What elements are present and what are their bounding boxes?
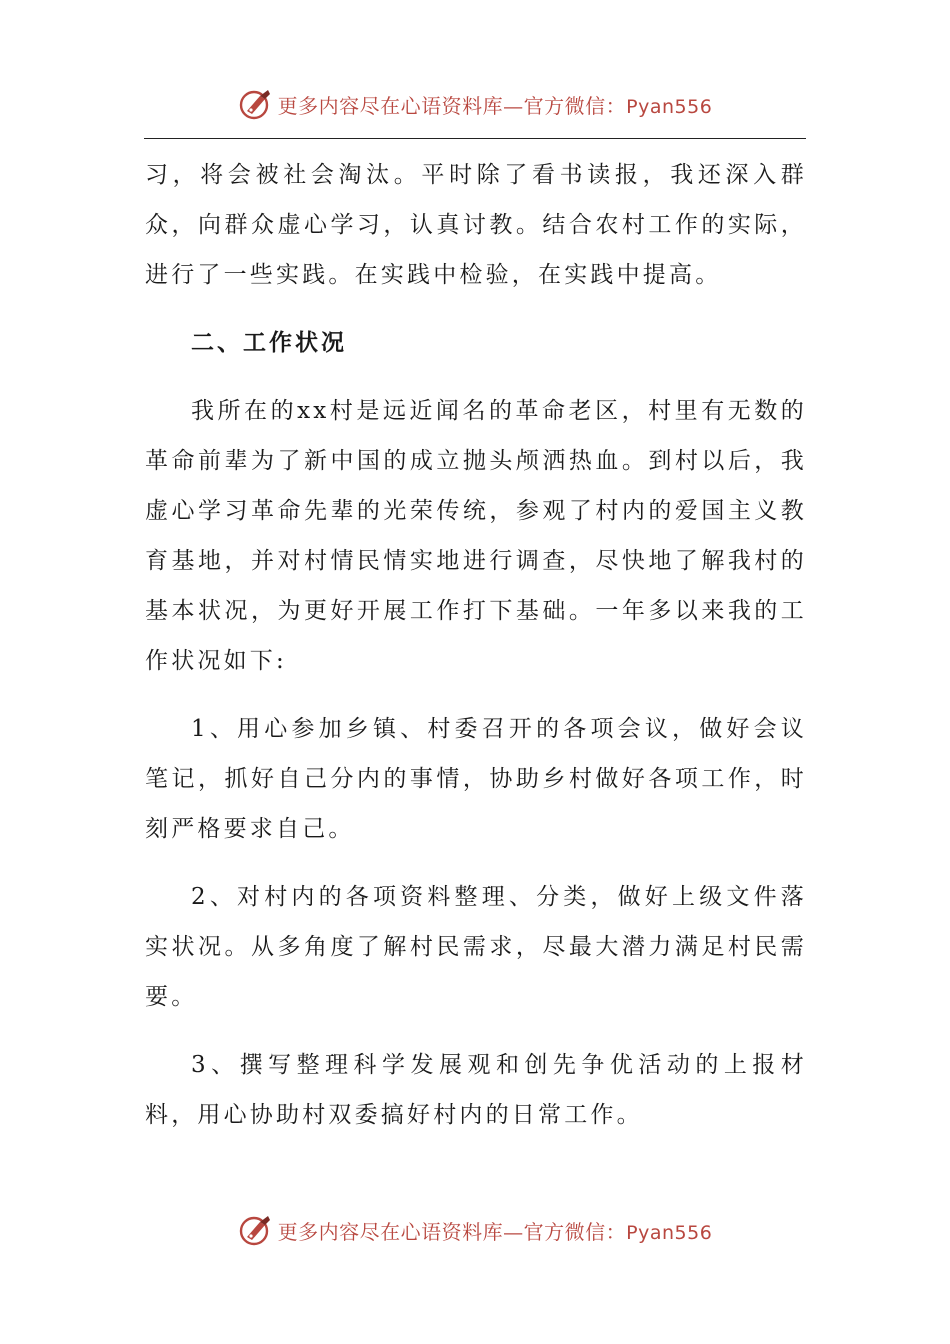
list-item-2: 2、对村内的各项资料整理、分类，做好上级文件落实状况。从多角度了解村民需求，尽最大潜力满足村民需要。 bbox=[145, 884, 807, 1010]
footer-watermark bbox=[0, 1208, 950, 1252]
watermark-handle: Pyan556 bbox=[626, 95, 713, 118]
watermark-separator: — bbox=[503, 1219, 524, 1244]
header-rule bbox=[144, 138, 806, 139]
paragraph-intro: 我所在的xx村是远近闻名的革命老区，村里有无数的革命前辈为了新中国的成立抛头颅洒热血。到村以后，我虚心学习革命先辈的光荣传统，参观了村内的爱国主义教育基地，并对村情民情实地进行调查，尽快地了解我村的基本状况，为更好开展工作打下基础。一年多以来我的工作状况如下: bbox=[145, 398, 807, 674]
watermark-handle: Pyan556 bbox=[626, 1221, 713, 1244]
list-item-3: 3、撰写整理科学发展观和创先争优活动的上报材料，用心协助村双委搞好村内的日常工作。 bbox=[145, 1052, 807, 1128]
watermark-text bbox=[278, 1216, 713, 1245]
list-item-1: 1、用心参加乡镇、村委召开的各项会议，做好会议笔记，抓好自己分内的事情，协助乡村做好各项工作，时刻严格要求自己。 bbox=[145, 716, 807, 842]
pen-nib-circle-icon bbox=[238, 86, 274, 122]
watermark-main-text: 更多内容尽在心语资料库 bbox=[277, 93, 504, 118]
watermark-wechat-label: 官方微信： bbox=[523, 93, 627, 118]
section-heading: 二、工作状况 bbox=[191, 330, 347, 356]
header-watermark bbox=[0, 82, 950, 126]
pen-nib-circle-icon bbox=[238, 1212, 274, 1248]
watermark-separator: — bbox=[503, 93, 524, 118]
watermark-text bbox=[278, 90, 713, 119]
watermark-main-text: 更多内容尽在心语资料库 bbox=[277, 1219, 504, 1244]
paragraph-continuation: 习，将会被社会淘汰。平时除了看书读报，我还深入群众，向群众虚心学习，认真讨教。结合农村工作的实际，进行了一些实践。在实践中检验，在实践中提高。 bbox=[145, 162, 807, 288]
watermark-wechat-label: 官方微信： bbox=[523, 1219, 627, 1244]
document-body bbox=[145, 150, 807, 1140]
